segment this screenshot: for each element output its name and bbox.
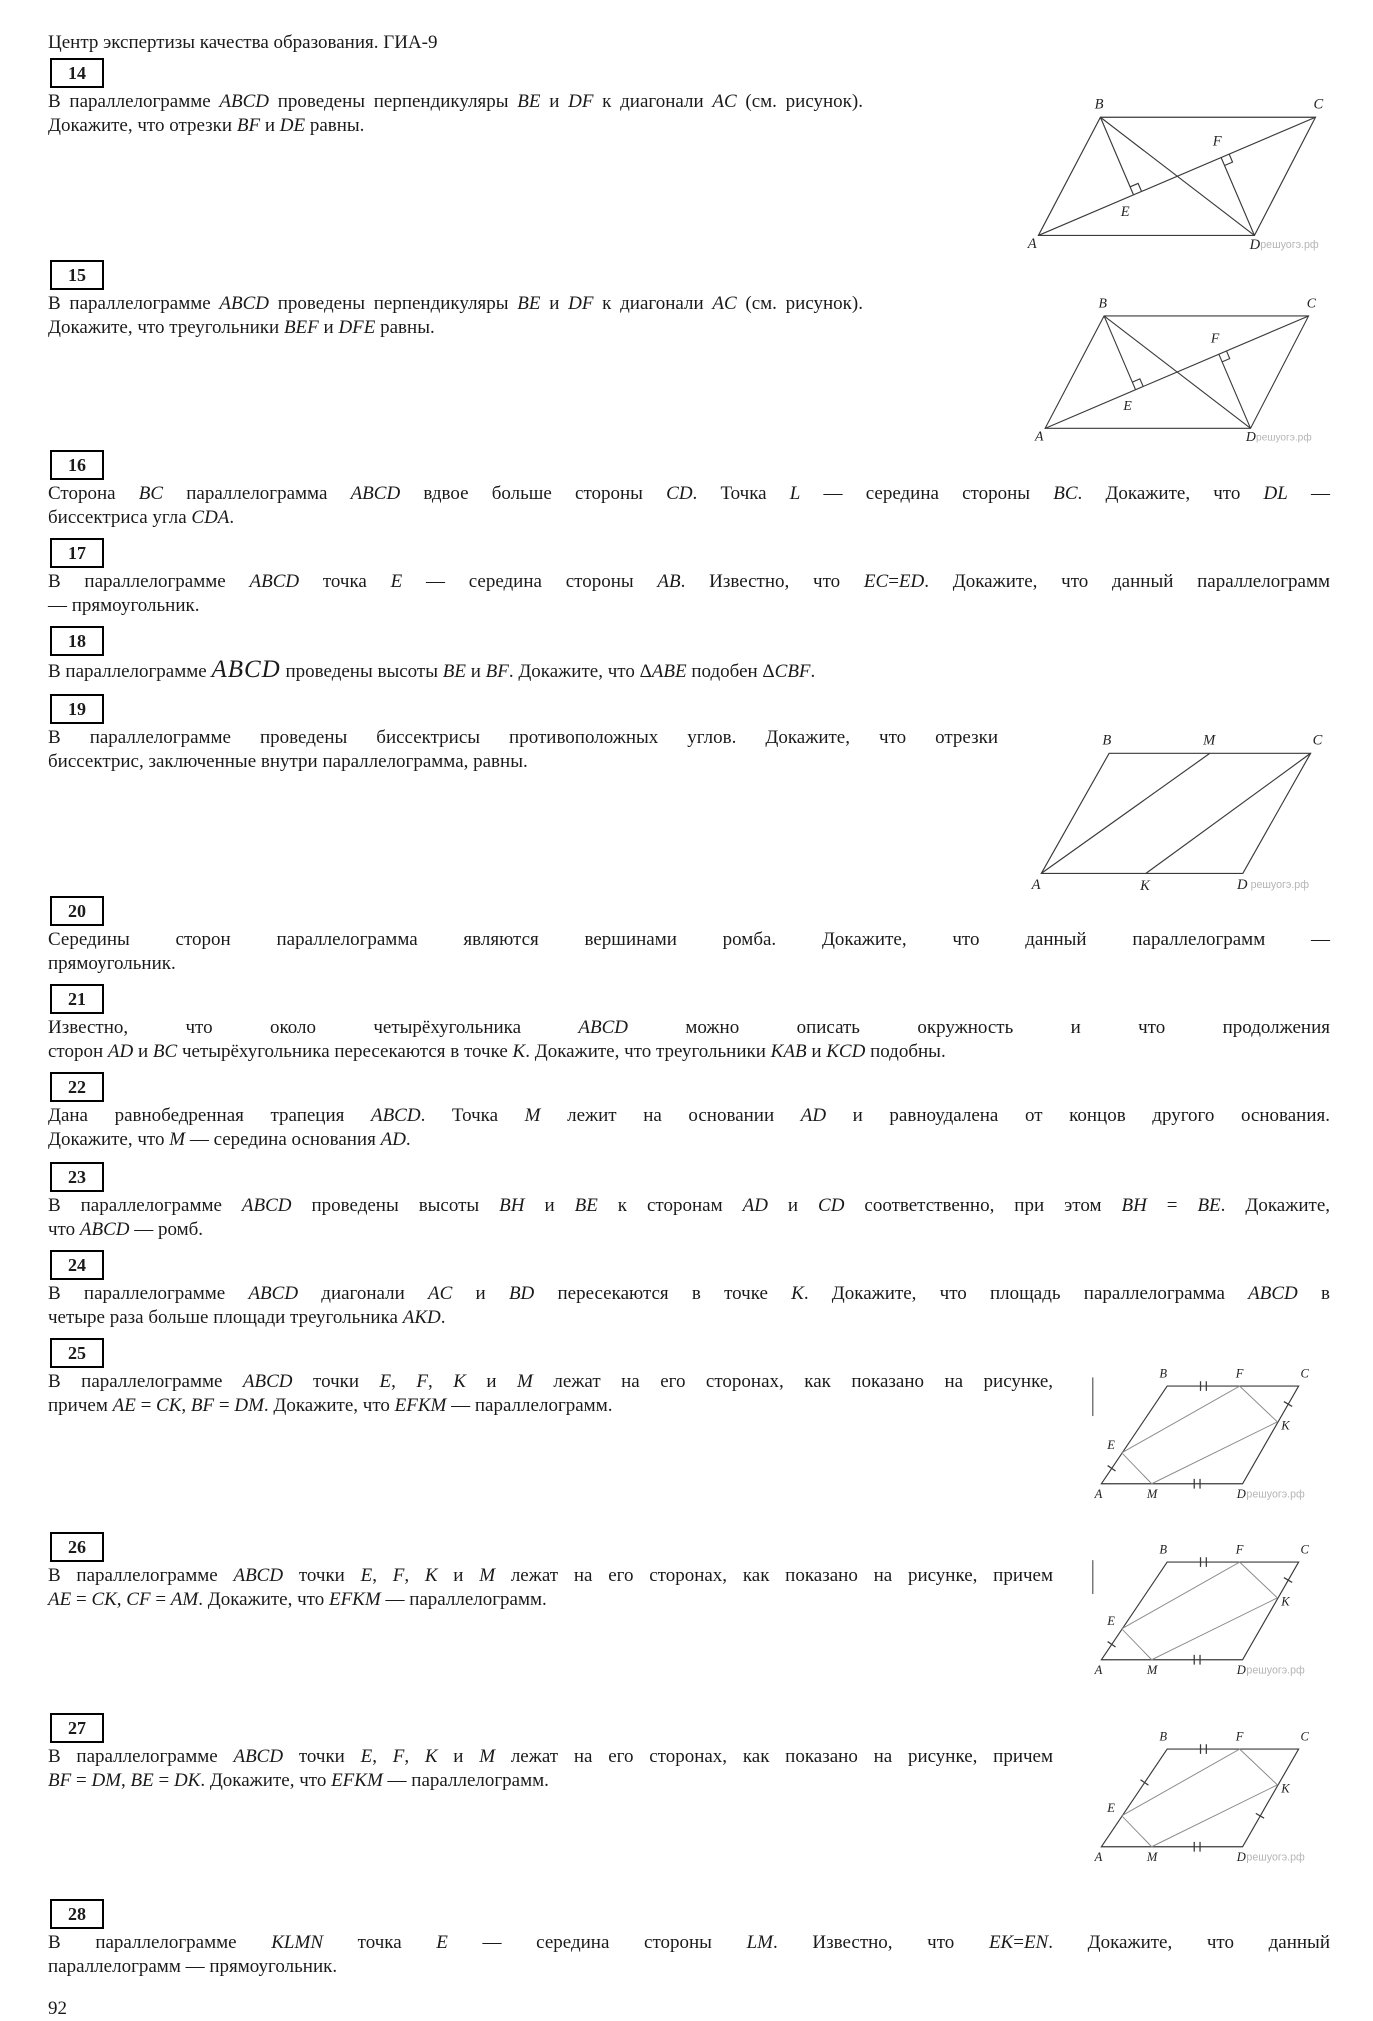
problem-number-box: [50, 984, 104, 1014]
inner-quadrilateral-efkm: [1122, 1386, 1278, 1484]
problem-text-line: В параллелограмме ABCD проведены перпендикуляры BE и DF к диагонали AC (см. рисунок).: [48, 293, 863, 314]
point-label-k: K: [1281, 1418, 1290, 1433]
figure-parallelogram-bisectors: [1020, 726, 1330, 894]
problem-text-line: четыре раза больше площади треугольника AKD.: [48, 1307, 446, 1328]
problem-number-box: [50, 694, 104, 724]
perpendicular-df: [1221, 157, 1254, 235]
problem-text-line: В параллелограмме ABCD диагонали AC и BD пересекаются в точке K. Докажите, что площадь параллелограмма ABCD в: [48, 1283, 1330, 1304]
problem-text-line: причем AE = CK, BF = DM. Докажите, что EFKM — параллелограмм.: [48, 1395, 613, 1416]
problem-17: [48, 538, 1330, 618]
problem-text-line: В параллелограмме KLMN точка E — середина стороны LM. Известно, что EK=EN. Докажите, что данный: [48, 1932, 1330, 1953]
parallelogram-efkm-svg: [1086, 1723, 1316, 1868]
problem-number-box: [50, 1338, 104, 1368]
problem-number-box: [50, 58, 104, 88]
problem-text-line: Докажите, что M — середина основания AD.: [48, 1129, 411, 1150]
vertex-label-c: C: [1300, 1542, 1309, 1557]
vertex-label-d: D: [1245, 429, 1256, 445]
problem-number: 17: [68, 543, 86, 563]
problem-22: [48, 1072, 1330, 1152]
watermark: решуогэ.рф: [1250, 878, 1309, 891]
point-label-m: M: [1146, 1487, 1158, 1502]
problem-number: 23: [68, 1167, 86, 1187]
vertex-label-d: D: [1249, 237, 1261, 254]
vertex-label-b: B: [1159, 1729, 1168, 1744]
vertex-label-a: A: [1094, 1663, 1103, 1678]
perpendicular-be: [1104, 316, 1136, 390]
problem-number-box: [50, 626, 104, 656]
problem-28: [48, 1899, 1330, 1979]
problem-text-line: В параллелограмме ABCD точки E, F, K и M лежат на его сторонах, как показано на рисунке, причем: [48, 1565, 1054, 1586]
problem-number-box: [50, 1532, 104, 1562]
point-label-f: F: [1235, 1366, 1244, 1381]
parallelogram-outline: [1101, 1749, 1298, 1847]
parallelogram-outline: [1101, 1386, 1298, 1484]
problem-text-line: параллелограмм — прямоугольник.: [48, 1956, 338, 1977]
vertex-label-b: B: [1098, 295, 1107, 311]
vertex-label-c: C: [1313, 96, 1324, 113]
problem-text-line: В параллелограмме ABCD точка E — середина стороны AB. Известно, что EC=ED. Докажите, что данный параллелограмм: [48, 571, 1330, 592]
watermark: решуогэ.рф: [1246, 1488, 1305, 1501]
vertex-label-a: A: [1094, 1850, 1103, 1865]
problem-number-box: [50, 896, 104, 926]
problem-23: [48, 1162, 1330, 1242]
vertex-label-a: A: [1031, 876, 1041, 893]
point-label-f: F: [1235, 1542, 1244, 1557]
problem-text-line: Докажите, что треугольники BEF и DFE равны.: [48, 317, 435, 338]
problem-number: 24: [68, 1255, 86, 1275]
problem-text-line: Докажите, что отрезки BF и DE равны.: [48, 115, 365, 136]
page-header: Центр экспертизы качества образования. ГИА-9: [48, 32, 438, 53]
vertex-label-d: D: [1236, 1487, 1246, 1502]
problem-text-line: В параллелограмме проведены биссектрисы противоположных углов. Докажите, что отрезки: [48, 727, 998, 748]
problem-text-line: прямоугольник.: [48, 953, 176, 974]
problem-number: 15: [68, 265, 86, 285]
problem-text-line: AE = CK, CF = AM. Докажите, что EFKM — параллелограмм.: [48, 1589, 547, 1610]
vertex-label-c: C: [1300, 1366, 1309, 1381]
problem-number: 25: [68, 1343, 86, 1363]
tick-ae: [1108, 1642, 1116, 1647]
bisector-am: [1041, 753, 1210, 873]
vertex-label-d: D: [1237, 876, 1248, 893]
problem-number: 22: [68, 1077, 86, 1097]
problem-16: [48, 450, 1330, 530]
point-label-f: F: [1212, 133, 1222, 150]
point-label-e: E: [1120, 204, 1130, 221]
point-label-f: F: [1235, 1729, 1244, 1744]
problem-14: [48, 58, 1330, 252]
parallelogram-efkm-svg: [1086, 1360, 1316, 1505]
problem-number-box: [50, 1072, 104, 1102]
figure-parallelogram-efkm: [1086, 1723, 1316, 1868]
problem-text-line: Середины сторон параллелограмма являются вершинами ромба. Докажите, что данный параллелограмм —: [48, 929, 1330, 950]
vertex-label-a: A: [1027, 236, 1037, 253]
perpendicular-df: [1219, 354, 1251, 428]
problem-21: [48, 984, 1330, 1064]
point-label-e: E: [1107, 1613, 1115, 1628]
figure-parallelogram-efkm: [1086, 1536, 1316, 1681]
problem-24: [48, 1250, 1330, 1330]
point-label-k: K: [1281, 1781, 1290, 1796]
problem-text-line: Сторона BC параллелограмма ABCD вдвое больше стороны CD. Точка L — середина стороны BC. Докажите, что DL —: [48, 483, 1331, 504]
point-label-k: K: [1140, 877, 1150, 894]
parallelogram-efkm-svg: [1086, 1536, 1316, 1681]
problem-text-line: В параллелограмме ABCD проведены высоты BE и BF. Докажите, что ΔABE подобен ΔCBF.: [48, 656, 816, 683]
problem-number-box: [50, 1250, 104, 1280]
problem-27: [48, 1713, 1330, 1887]
problem-number: 20: [68, 901, 86, 921]
problem-number-box: [50, 260, 104, 290]
problem-number: 19: [68, 699, 86, 719]
vertex-label-b: B: [1102, 732, 1112, 749]
watermark: решуогэ.рф: [1260, 239, 1319, 252]
problem-number: 28: [68, 1904, 86, 1924]
problem-text-line: В параллелограмме ABCD точки E, F, K и M лежат на его сторонах, как показано на рисунке, причем: [48, 1746, 1054, 1767]
problem-26: [48, 1532, 1330, 1700]
problem-number: 16: [68, 455, 86, 475]
vertex-label-b: B: [1159, 1542, 1168, 1557]
tick-ae: [1108, 1466, 1116, 1471]
problem-number-box: [50, 1899, 104, 1929]
vertex-label-c: C: [1300, 1729, 1309, 1744]
problem-number: 14: [68, 63, 86, 83]
vertex-label-c: C: [1312, 732, 1323, 749]
problem-number-box: [50, 450, 104, 480]
parallelogram-perpendiculars-svg: [1020, 292, 1330, 444]
parallelogram-outline: [1101, 1562, 1298, 1660]
problem-text-line: сторон AD и BC четырёхугольника пересекаются в точке K. Докажите, что треугольники KAB и KCD подобны.: [48, 1041, 946, 1062]
figure-parallelogram-efkm: [1086, 1360, 1316, 1505]
problem-text-line: В параллелограмме ABCD проведены перпендикуляры BE и DF к диагонали AC (см. рисунок).: [48, 91, 863, 112]
problem-15: [48, 260, 1330, 444]
problem-18: [48, 626, 1330, 684]
point-label-m: M: [1203, 732, 1216, 749]
problem-number: 27: [68, 1718, 86, 1738]
vertex-label-b: B: [1159, 1366, 1168, 1381]
vertex-label-c: C: [1306, 295, 1316, 311]
point-label-m: M: [1146, 1850, 1158, 1865]
problem-text-line: — прямоугольник.: [48, 595, 200, 616]
problem-text-line: что ABCD — ромб.: [48, 1219, 204, 1240]
problem-number-box: [50, 1713, 104, 1743]
vertex-label-d: D: [1236, 1663, 1246, 1678]
problem-text-line: В параллелограмме ABCD проведены высоты BH и BE к сторонам AD и CD соответственно, при этом BH = BE. Докажите,: [48, 1195, 1331, 1216]
problem-text-line: Известно, что около четырёхугольника ABCD можно описать окружность и что продолжения: [48, 1017, 1330, 1038]
problem-20: [48, 896, 1330, 976]
figure-parallelogram-perpendiculars: [1020, 292, 1330, 444]
watermark: решуогэ.рф: [1246, 1664, 1305, 1677]
vertex-label-a: A: [1034, 428, 1044, 444]
inner-quadrilateral-efkm: [1122, 1749, 1278, 1847]
problem-number-box: [50, 538, 104, 568]
problem-number: 26: [68, 1537, 86, 1557]
problem-text-line: Дана равнобедренная трапеция ABCD. Точка M лежит на основании AD и равноудалена от концов другого основания.: [48, 1105, 1330, 1126]
bisector-ck: [1146, 753, 1311, 873]
problem-text-line: биссектриса угла CDA.: [48, 507, 235, 528]
watermark: решуогэ.рф: [1256, 432, 1312, 444]
parallelogram-perpendiculars-svg: [1020, 92, 1330, 252]
point-label-f: F: [1210, 330, 1220, 346]
vertex-label-b: B: [1094, 96, 1104, 113]
point-label-e: E: [1107, 1800, 1115, 1815]
point-label-e: E: [1123, 397, 1132, 413]
problem-number-box: [50, 1162, 104, 1192]
perpendicular-be: [1100, 117, 1133, 195]
watermark: решуогэ.рф: [1246, 1851, 1305, 1864]
inner-quadrilateral-efkm: [1122, 1562, 1278, 1660]
parallelogram-outline: [1041, 753, 1310, 873]
point-label-e: E: [1107, 1437, 1115, 1452]
problem-text-line: BF = DM, BE = DK. Докажите, что EFKM — параллелограмм.: [48, 1770, 549, 1791]
problem-number: 18: [68, 631, 86, 651]
problem-text-line: биссектрис, заключенные внутри параллелограмма, равны.: [48, 751, 528, 772]
vertex-label-d: D: [1236, 1850, 1246, 1865]
point-label-k: K: [1281, 1594, 1290, 1609]
problem-text-line: В параллелограмме ABCD точки E, F, K и M лежат на его сторонах, как показано на рисунке,: [48, 1371, 1054, 1392]
problem-number: 21: [68, 989, 86, 1009]
page-number: 92: [48, 1998, 67, 2019]
problem-19: [48, 694, 1330, 894]
figure-parallelogram-perpendiculars: [1020, 92, 1330, 252]
parallelogram-bisectors-svg: [1020, 726, 1330, 894]
tick-be: [1140, 1780, 1148, 1785]
problem-25: [48, 1338, 1330, 1524]
point-label-m: M: [1146, 1663, 1158, 1678]
vertex-label-a: A: [1094, 1487, 1103, 1502]
